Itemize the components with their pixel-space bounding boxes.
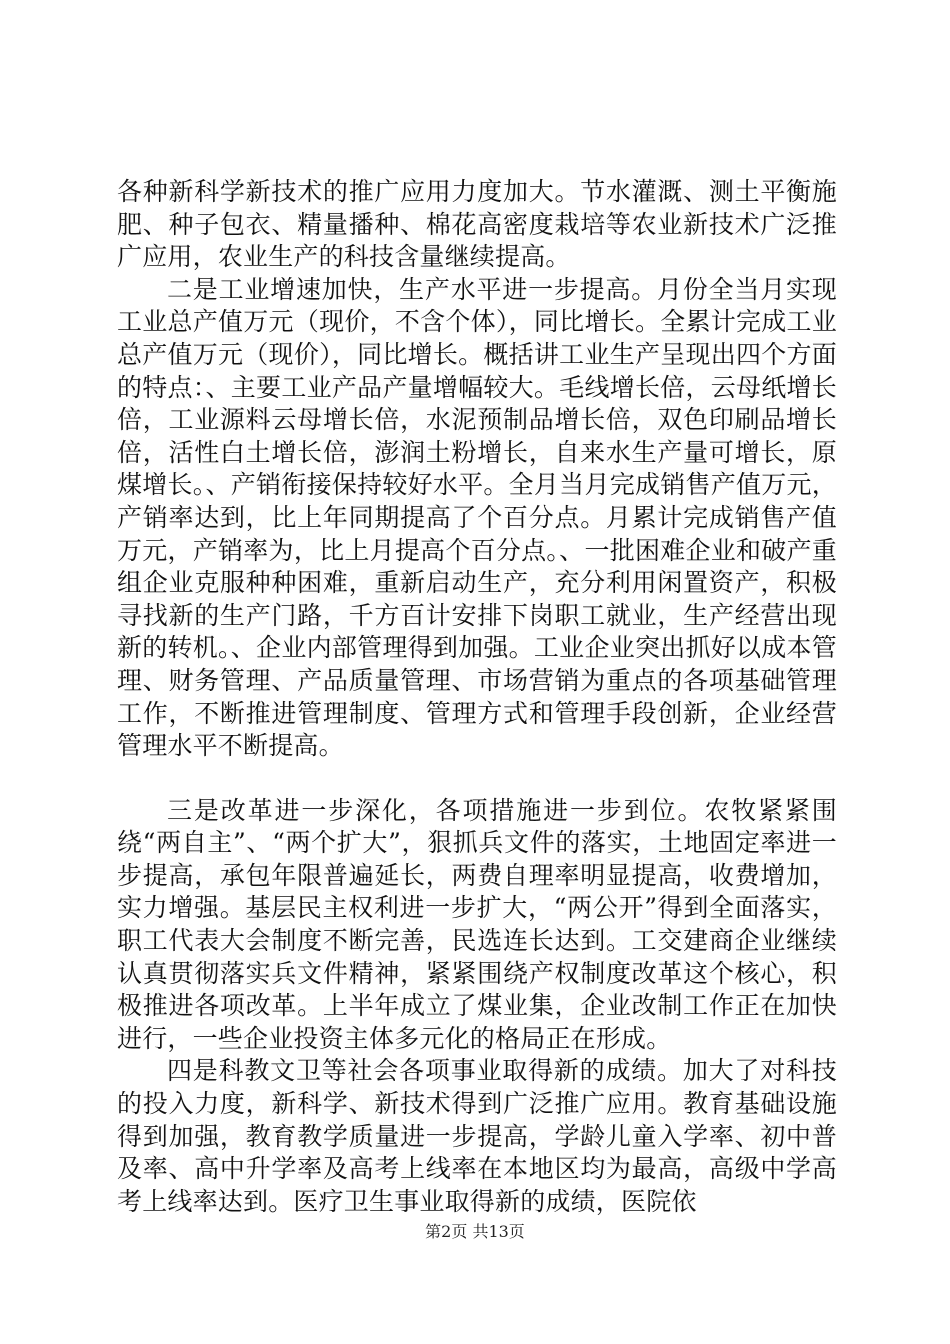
paragraph-1: 各种新科学新技术的推广应用力度加大。节水灌溉、测土平衡施肥、种子包衣、精量播种、棉花高密度栽培等农业新技术广泛推广应用，农业生产的科技含量继续提高。 [117, 177, 837, 272]
page-number-footer: 第2页 共13页 [425, 1222, 525, 1241]
paragraph-2: 二是工业增速加快，生产水平进一步提高。月份全当月实现工业总产值万元（现价，不含个体），同比增长。全累计完成工业总产值万元（现价），同比增长。概括讲工业生产呈现出四个方面的特点：、主要工业产品产量增幅较大。毛线增长倍，云母纸增长倍，工业源料云母增长倍，水泥预制品增长倍，双色印刷品增长倍，活性白土增长倍，澎润土粉增长，自来水生产量可增长，原煤增长。、产销衔接保持较好水平。全月当月完成销售产值万元，产销率达到，比上年同期提高了个百分点。月累计完成销售产值万元，产销率为，比上月提高个百分点。、一批困难企业和破产重组企业克服种种困难，重新启动生产，充分利用闲置资产，积极寻找新的生产门路，千方百计安排下岗职工就业，生产经营出现新的转机。、企业内部管理得到加强。工业企业突出抓好以成本管理、财务管理、产品质量管理、市场营销为重点的各项基础管理工作，不断推进管理制度、管理方式和管理手段创新，企业经营管理水平不断提高。 [117, 274, 837, 761]
paragraph-4: 四是科教文卫等社会各项事业取得新的成绩。加大了对科技的投入力度，新科学、新技术得到广泛推广应用。教育基础设施得到加强，教育教学质量进一步提高，学龄儿童入学率、初中普及率、高中升学率及高考上线率在本地区均为最高，高级中学高考上线率达到。医疗卫生事业取得新的成绩，医院依 [117, 1056, 837, 1216]
document-body [117, 176, 837, 1218]
paragraph-3: 三是改革进一步深化，各项措施进一步到位。农牧紧紧围绕“两自主”、“两个扩大”，狠抓兵文件的落实，土地固定率进一步提高，承包年限普遍延长，两费自理率明显提高，收费增加，实力增强。基层民主权利进一步扩大，“两公开”得到全面落实，职工代表大会制度不断完善，民选连长达到。工交建商企业继续认真贯彻落实兵文件精神，紧紧围绕产权制度改革这个核心，积极推进各项改革。上半年成立了煤业集，企业改制工作正在加快进行，一些企业投资主体多元化的格局正在形成。 [117, 795, 837, 1053]
